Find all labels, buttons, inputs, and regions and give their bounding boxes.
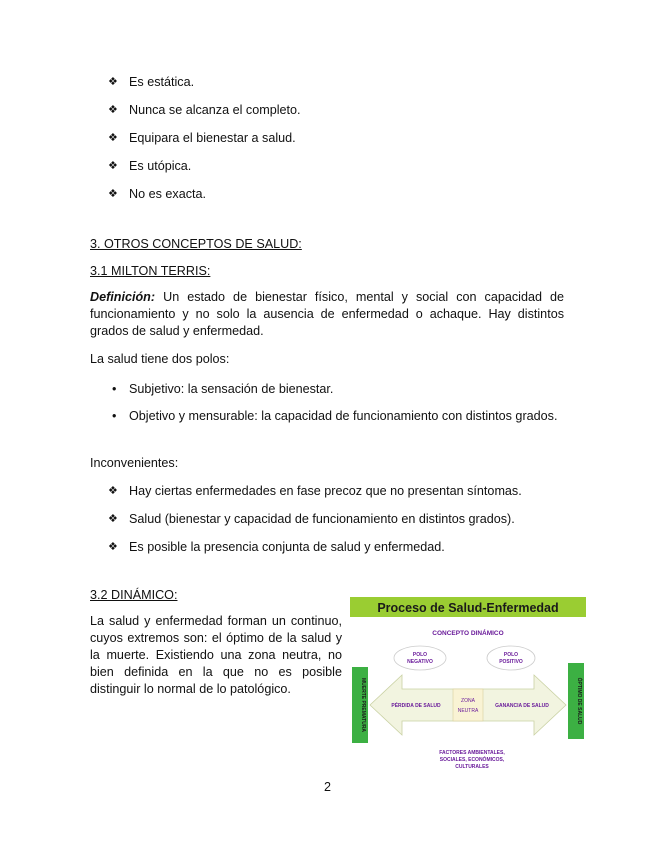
neutra-label: NEUTRA — [457, 708, 479, 714]
subsection-heading-terris: 3.1 MILTON TERRIS: — [90, 264, 211, 278]
muerte-prematura-label: MUERTE PREMATURA — [360, 677, 366, 733]
subsection-heading-dinamico: 3.2 DINÁMICO: — [90, 588, 178, 602]
poles-intro: La salud tiene dos polos: — [90, 352, 230, 366]
left-arrow-label: PÉRDIDA DE SALUD — [391, 703, 441, 709]
dinamico-paragraph: La salud y enfermedad forman un continuo, cuyos extremos son: el óptimo de la salud y la muerte. Existiendo una zona neutra, no bien definida en la que no es posible distinguir lo normal de lo patológico. — [90, 614, 342, 696]
poles-list — [108, 381, 564, 425]
polo-positivo-line1: POLO — [503, 652, 519, 658]
zona-label: ZONA — [461, 698, 475, 704]
list-item: ❖ No es exacta. — [108, 186, 301, 214]
list-item: • Subjetivo: la sensación de bienestar. — [108, 381, 564, 398]
page-number: 2 — [323, 780, 331, 794]
list-item: ❖ Es utópica. — [108, 158, 301, 186]
inconvenientes-list — [108, 483, 522, 567]
list-item: ❖ Nunca se alcanza el completo. — [108, 102, 301, 130]
factores-line3: CULTURALES — [455, 764, 489, 770]
polo-negativo-line1: POLO — [412, 652, 428, 658]
polo-negativo-line2: NEGATIVO — [407, 659, 433, 665]
factores-line1: FACTORES AMBIENTALES, — [439, 750, 505, 756]
diagram-title: Proceso de Salud-Enfermedad — [377, 601, 559, 615]
list-item: ❖ Salud (bienestar y capacidad de funcionamiento en distintos grados). — [108, 511, 522, 539]
definition-text: Un estado de bienestar físico, mental y social con capacidad de funcionamiento y no solo la ausencia de enfermedad o achaque. Hay distintos grados de salud y enfermedad. — [90, 290, 564, 338]
optimo-salud-label: ÓPTIMO DE SALUD — [576, 677, 582, 725]
characteristics-list — [108, 74, 301, 214]
polo-positivo-line2: POSITIVO — [499, 659, 523, 665]
diagram-subtitle: CONCEPTO DINÁMICO — [432, 630, 504, 637]
right-arrow-label: GANANCIA DE SALUD — [495, 703, 549, 709]
list-item: ❖ Es posible la presencia conjunta de salud y enfermedad. — [108, 539, 522, 567]
definition-label: Definición: — [90, 290, 156, 304]
list-item: ❖ Es estática. — [108, 74, 301, 102]
definition-paragraph — [90, 289, 564, 340]
list-item: ❖ Equipara el bienestar a salud. — [108, 130, 301, 158]
list-item: ❖ Hay ciertas enfermedades en fase precoz que no presentan síntomas. — [108, 483, 522, 511]
list-item: • Objetivo y mensurable: la capacidad de funcionamiento con distintos grados. — [108, 408, 564, 425]
salud-enfermedad-diagram — [348, 597, 588, 775]
zona-neutra-box — [453, 689, 483, 721]
inconvenientes-label: Inconvenientes: — [90, 456, 179, 470]
factores-line2: SOCIALES, ECONÓMICOS, — [439, 757, 505, 763]
polo-positivo-bubble — [487, 646, 535, 670]
polo-negativo-bubble — [394, 646, 446, 670]
section-heading: 3. OTROS CONCEPTOS DE SALUD: — [90, 237, 302, 251]
